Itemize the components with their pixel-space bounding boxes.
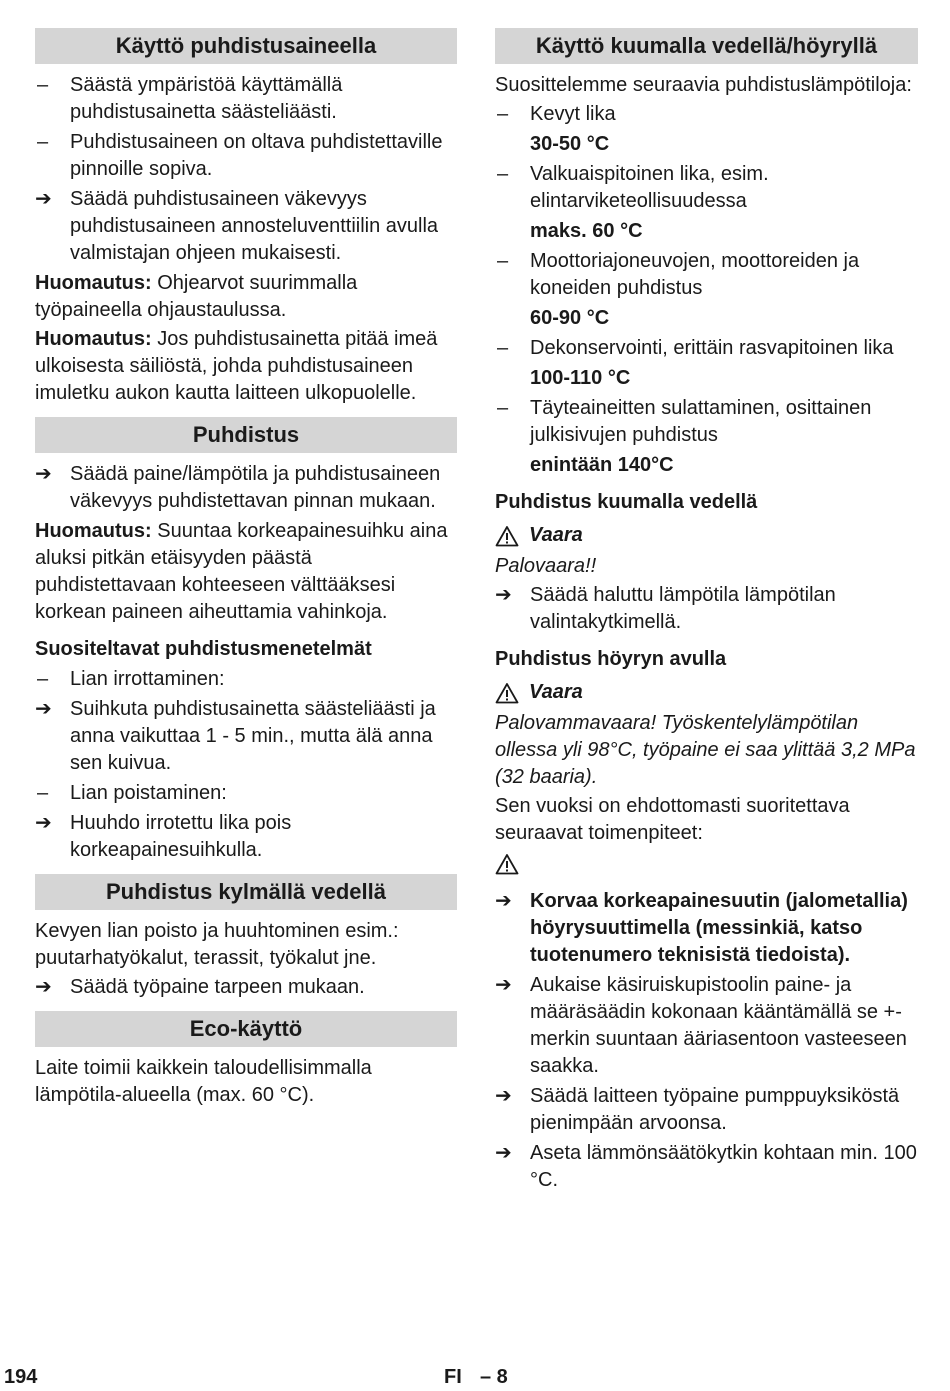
section-heading: Käyttö kuumalla vedellä/höyryllä: [495, 28, 918, 64]
arrow-right-icon: ➔: [495, 1142, 512, 1164]
list-item-text: Kevyt lika: [530, 103, 616, 125]
step-text: Säädä laitteen työpaine pumppuyksiköstä pienimpään arvoonsa.: [530, 1085, 900, 1134]
note-label: Huomautus:: [35, 328, 152, 350]
dash-bullet: –: [497, 103, 509, 125]
warning-text: Vaara: [529, 524, 583, 546]
list-item-text: Lian poistaminen:: [70, 782, 227, 804]
warning-triangle-icon: [495, 853, 519, 875]
note-text: Suuntaa korkeapainesuihku aina aluksi pitkän etäisyyden päästä puhdistettavaan kohteeseen välttääksesi korkean paineen aiheuttamia vahinkoja.: [35, 520, 448, 623]
temperature-value: 30-50 °C: [530, 133, 610, 155]
section-page-number: – 8: [480, 1366, 508, 1388]
paragraph: Kevyen lian poisto ja huuhtominen esim.: puutarhatyökalut, terassit, työkalut jne.: [35, 920, 399, 969]
warning-triangle-icon: [495, 525, 519, 547]
section-heading: Käyttö puhdistusaineella: [35, 28, 457, 64]
step-text: Säädä puhdistusaineen väkevyys puhdistusaineen annosteluventtiilin avulla valmistajan ohjeen mukaisesti.: [70, 188, 439, 264]
subheading: Puhdistus höyryn avulla: [495, 648, 727, 670]
dash-bullet: –: [37, 782, 49, 804]
step-item: [495, 1140, 918, 1194]
list-item-text: Moottoriajoneuvojen, moottoreiden ja koneiden puhdistus: [530, 250, 860, 299]
step-text: Huuhdo irrotettu lika pois korkeapainesuihkulla.: [70, 812, 292, 861]
step-item: [35, 186, 457, 267]
step-item: [495, 972, 918, 1080]
list-item-text: Säästä ympäristöä käyttämällä puhdistusainetta säästeliäästi.: [70, 74, 343, 123]
list-item: [35, 72, 457, 126]
dash-bullet: –: [497, 337, 509, 359]
subheading: Puhdistus kuumalla vedellä: [495, 491, 758, 513]
step-text: Säädä haluttu lämpötila lämpötilan valintakytkimellä.: [530, 584, 836, 633]
paragraph: Laite toimii kaikkein taloudellisimmalla lämpötila-alueella (max. 60 °C).: [35, 1057, 372, 1106]
section-heading: Puhdistus: [35, 417, 457, 453]
list-item-text: Valkuaispitoinen lika, esim. elintarviketeollisuudessa: [530, 163, 769, 212]
step-item: [35, 974, 457, 1001]
note: [35, 518, 457, 626]
arrow-right-icon: ➔: [495, 584, 512, 606]
note-label: Huomautus:: [35, 272, 152, 294]
page-number: 194: [4, 1366, 38, 1388]
list-item: [35, 666, 457, 693]
section-heading: Eco-käyttö: [35, 1011, 457, 1047]
list-item: [495, 161, 918, 215]
list-item-text: Puhdistusaineen on oltava puhdistettaville pinnoille sopiva.: [70, 131, 443, 180]
hazard-text: Palovammavaara! Työskentelylämpötilan ollessa yli 98°C, työpaine ei saa ylittää 3,2 MPa (32 baaria).: [495, 712, 916, 788]
list-item: [495, 101, 918, 128]
step-item: [495, 888, 918, 969]
step-text: Korvaa korkeapainesuutin (jalometallia) höyrysuuttimella (messinkiä, katso tuotenumero teknisistä tiedoista).: [530, 890, 908, 966]
temperature-value: 100-110 °C: [530, 367, 631, 389]
list-item-text: Lian irrottaminen:: [70, 668, 225, 690]
arrow-right-icon: ➔: [35, 976, 52, 998]
note-text: Jos puhdistusainetta pitää imeä ulkoisesta säiliöstä, johda puhdistusaineen imuletku aukon kautta laitteen ulkopuolelle.: [35, 328, 438, 404]
note-text: Ohjearvot suurimmalla työpaineella ohjaustaulussa.: [35, 272, 358, 321]
arrow-right-icon: ➔: [35, 188, 52, 210]
temperature-value: enintään 140°C: [530, 454, 674, 476]
arrow-right-icon: ➔: [35, 698, 52, 720]
arrow-right-icon: ➔: [495, 974, 512, 996]
warning-label: [495, 679, 918, 706]
list-item: [35, 129, 457, 183]
section-heading: Puhdistus kylmällä vedellä: [35, 874, 457, 910]
dash-bullet: –: [37, 131, 49, 153]
list-item: [495, 395, 918, 449]
step-text: Aukaise käsiruiskupistoolin paine- ja määräsäädin kokonaan kääntämällä se +-merkin suuntaan ääriasentoon vasteeseen saakka.: [530, 974, 907, 1077]
dash-bullet: –: [497, 397, 509, 419]
arrow-right-icon: ➔: [35, 812, 52, 834]
step-text: Aseta lämmönsäätökytkin kohtaan min. 100 °C.: [530, 1142, 917, 1191]
note: [35, 270, 457, 324]
list-item: [495, 335, 918, 362]
hazard-text: Palovaara!!: [495, 555, 597, 577]
list-item-text: Täyteaineitten sulattaminen, osittainen julkisivujen puhdistus: [530, 397, 872, 446]
warning-triangle-icon: [495, 682, 519, 704]
step-item: [495, 582, 918, 636]
arrow-right-icon: ➔: [35, 463, 52, 485]
warning-symbol: [495, 853, 918, 880]
list-item: [495, 248, 918, 302]
dash-bullet: –: [497, 163, 509, 185]
subheading: Suositeltavat puhdistusmenetelmät: [35, 638, 372, 660]
note: [35, 326, 457, 407]
step-item: [35, 461, 457, 515]
step-text: Säädä paine/lämpötila ja puhdistusaineen väkevyys puhdistettavan pinnan mukaan.: [70, 463, 441, 512]
list-item: [35, 780, 457, 807]
paragraph: Sen vuoksi on ehdottomasti suoritettava seuraavat toimenpiteet:: [495, 795, 850, 844]
step-item: [495, 1083, 918, 1137]
step-text: Suihkuta puhdistusainetta säästeliäästi ja anna vaikuttaa 1 - 5 min., mutta älä anna sen kuivua.: [70, 698, 436, 774]
arrow-right-icon: ➔: [495, 1085, 512, 1107]
language-code: FI: [444, 1366, 462, 1388]
dash-bullet: –: [497, 250, 509, 272]
left-column: [35, 28, 457, 1111]
paragraph: Suosittelemme seuraavia puhdistuslämpötiloja:: [495, 74, 912, 96]
step-text: Säädä työpaine tarpeen mukaan.: [70, 976, 365, 998]
temperature-value: maks. 60 °C: [530, 220, 643, 242]
note-label: Huomautus:: [35, 520, 152, 542]
step-item: [35, 696, 457, 777]
step-item: [35, 810, 457, 864]
warning-label: [495, 522, 918, 549]
dash-bullet: –: [37, 74, 49, 96]
temperature-value: 60-90 °C: [530, 307, 610, 329]
warning-text: Vaara: [529, 681, 583, 703]
dash-bullet: –: [37, 668, 49, 690]
arrow-right-icon: ➔: [495, 890, 512, 912]
list-item-text: Dekonservointi, erittäin rasvapitoinen lika: [530, 337, 894, 359]
right-column: [495, 28, 918, 1197]
